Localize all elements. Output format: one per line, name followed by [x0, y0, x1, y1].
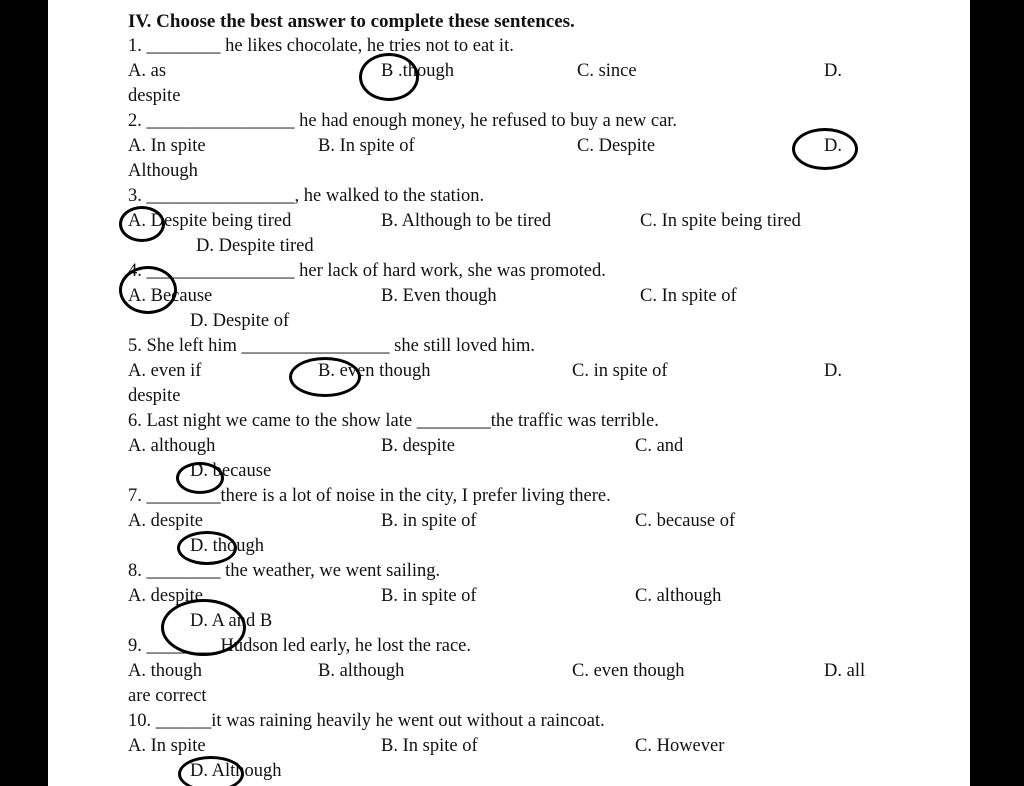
q4-option-a[interactable]: A. Because — [128, 286, 213, 306]
q3-option-b[interactable]: B. Although to be tired — [381, 211, 552, 231]
question-7-stem: 7. ________there is a lot of noise in the city, I prefer living there. — [128, 486, 611, 506]
q9-option-d[interactable]: D. all — [824, 661, 866, 681]
question-1-stem: 1. ________ he likes chocolate, he tries not to eat it. — [128, 36, 514, 56]
question-2-stem: 2. ________________ he had enough money, he refused to buy a new car. — [128, 111, 678, 131]
worksheet-page — [48, 0, 970, 786]
q4-option-b[interactable]: B. Even though — [381, 286, 497, 306]
q8-option-a[interactable]: A. despite — [128, 586, 204, 606]
q4-option-c[interactable]: C. In spite of — [640, 286, 737, 306]
q2-option-b[interactable]: B. In spite of — [318, 136, 415, 156]
exercise-title: IV. Choose the best answer to complete these sentences. — [128, 11, 575, 32]
question-9-stem: 9. ________Hudson led early, he lost the race. — [128, 636, 472, 656]
question-4-stem: 4. ________________ her lack of hard work, she was promoted. — [128, 261, 606, 281]
q9-option-c[interactable]: C. even though — [572, 661, 685, 681]
q8-option-d[interactable]: D. A and B — [190, 611, 273, 631]
q9-option-d-wrap: are correct — [128, 686, 207, 706]
q2-option-d[interactable]: D. — [824, 136, 842, 156]
q1-option-b[interactable]: B .though — [381, 61, 454, 81]
q1-option-d[interactable]: D. — [824, 61, 842, 81]
q3-option-a[interactable]: A. Despite being tired — [128, 211, 292, 231]
q9-option-b[interactable]: B. although — [318, 661, 405, 681]
q9-option-a[interactable]: A. though — [128, 661, 202, 681]
q6-option-c[interactable]: C. and — [635, 436, 684, 456]
q7-option-a[interactable]: A. despite — [128, 511, 204, 531]
q10-option-a[interactable]: A. In spite — [128, 736, 206, 756]
q7-option-d[interactable]: D. though — [190, 536, 264, 556]
q2-option-a[interactable]: A. In spite — [128, 136, 206, 156]
q3-option-d[interactable]: D. Despite tired — [196, 236, 314, 256]
q5-option-b[interactable]: B. even though — [318, 361, 431, 381]
q1-option-d-wrap: despite — [128, 86, 181, 106]
q5-option-d-wrap: despite — [128, 386, 181, 406]
q10-option-d[interactable]: D. Although — [190, 761, 282, 781]
q6-option-b[interactable]: B. despite — [381, 436, 455, 456]
q2-option-d-wrap: Although — [128, 161, 198, 181]
q3-option-c[interactable]: C. In spite being tired — [640, 211, 801, 231]
question-8-stem: 8. ________ the weather, we went sailing. — [128, 561, 441, 581]
q7-option-b[interactable]: B. in spite of — [381, 511, 477, 531]
q5-option-a[interactable]: A. even if — [128, 361, 202, 381]
question-10-stem: 10. ______it was raining heavily he went out without a raincoat. — [128, 711, 605, 731]
q5-option-c[interactable]: C. in spite of — [572, 361, 668, 381]
question-5-stem: 5. She left him ________________ she still loved him. — [128, 336, 535, 356]
q1-option-a[interactable]: A. as — [128, 61, 167, 81]
q2-option-c[interactable]: C. Despite — [577, 136, 656, 156]
q8-option-b[interactable]: B. in spite of — [381, 586, 477, 606]
q5-option-d[interactable]: D. — [824, 361, 842, 381]
q6-option-a[interactable]: A. although — [128, 436, 216, 456]
q8-option-c[interactable]: C. although — [635, 586, 722, 606]
q10-option-c[interactable]: C. However — [635, 736, 725, 756]
q10-option-b[interactable]: B. In spite of — [381, 736, 478, 756]
q6-option-d[interactable]: D. because — [190, 461, 272, 481]
q1-option-c[interactable]: C. since — [577, 61, 637, 81]
question-6-stem: 6. Last night we came to the show late ________the traffic was terrible. — [128, 411, 659, 431]
q7-option-c[interactable]: C. because of — [635, 511, 736, 531]
q4-option-d[interactable]: D. Despite of — [190, 311, 290, 331]
question-3-stem: 3. ________________, he walked to the station. — [128, 186, 485, 206]
